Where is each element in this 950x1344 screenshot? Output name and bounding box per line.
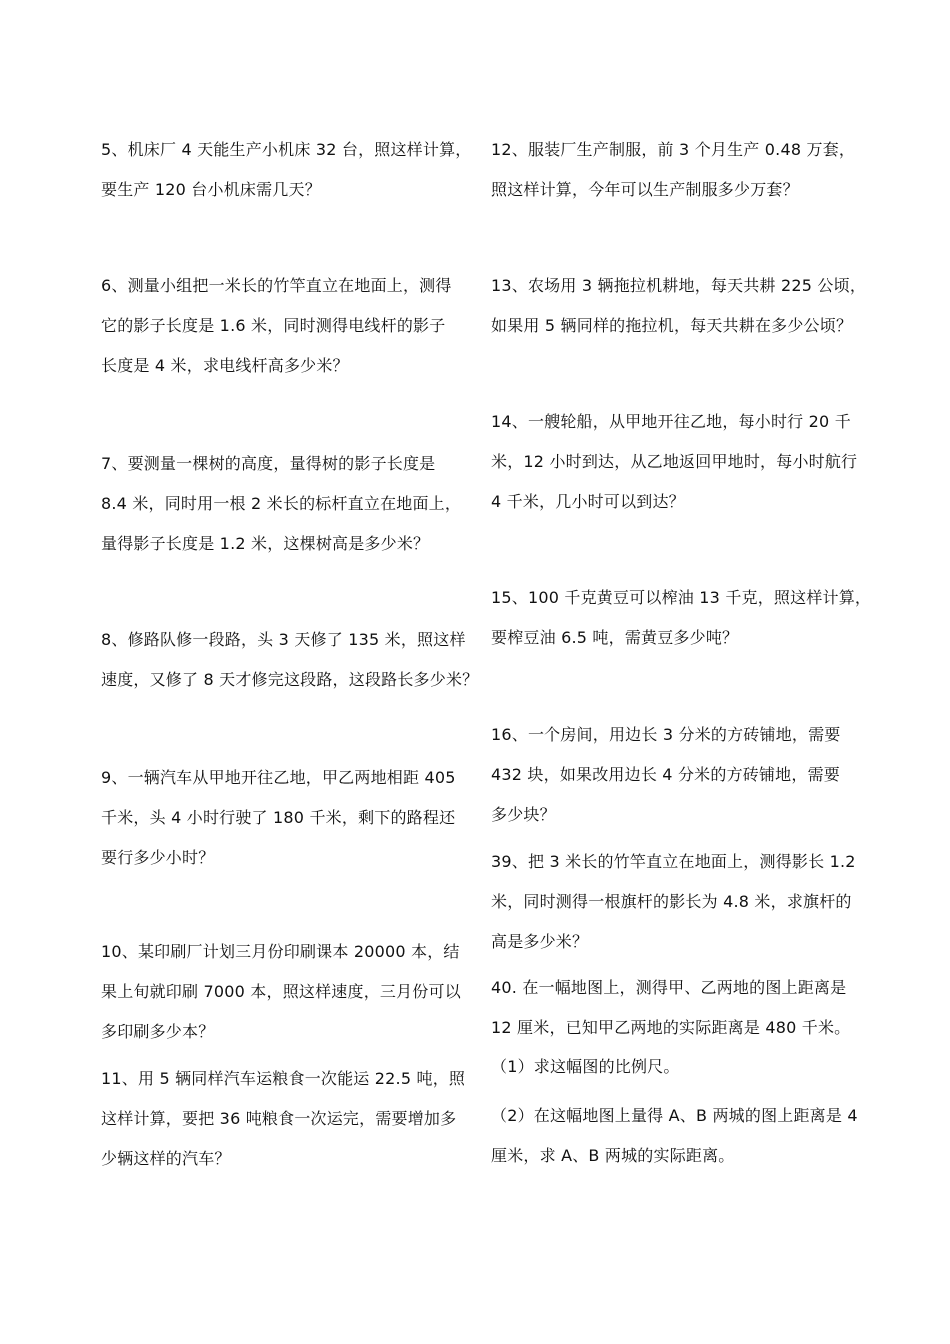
text-line: 照这样计算，今年可以生产制服多少万套？ — [491, 180, 799, 199]
text-line: 要生产 120 台小机床需几天？ — [101, 180, 321, 199]
text-line: 40. 在一幅地图上，测得甲、乙两地的图上距离是 — [491, 978, 847, 997]
text-line: 厘米，求 A、B 两城的实际距离。 — [491, 1146, 735, 1165]
text-line: 6、测量小组把一米长的竹竿直立在地面上，测得 — [101, 276, 452, 295]
text-line: 少辆这样的汽车？ — [101, 1149, 231, 1168]
text-line: 要行多少小时？ — [101, 848, 215, 867]
text-line: 米，同时测得一根旗杆的影长为 4.8 米，求旗杆的 — [491, 892, 852, 911]
text-line: 千米，头 4 小时行驶了 180 千米，剩下的路程还 — [101, 808, 456, 827]
text-line: 米，12 小时到达，从乙地返回甲地时，每小时航行 — [491, 452, 858, 471]
text-line: 13、农场用 3 辆拖拉机耕地，每天共耕 225 公顷， — [491, 276, 867, 295]
text-line: （1）求这幅图的比例尺。 — [491, 1057, 680, 1076]
text-line: 15、100 千克黄豆可以榨油 13 千克，照这样计算， — [491, 588, 872, 607]
text-line: 8、修路队修一段路，头 3 天修了 135 米，照这样 — [101, 630, 466, 649]
text-line: 11、用 5 辆同样汽车运粮食一次能运 22.5 吨，照 — [101, 1069, 466, 1088]
text-line: 高是多少米？ — [491, 932, 589, 951]
text-line: 8.4 米，同时用一根 2 米长的标杆直立在地面上， — [101, 494, 462, 513]
text-line: 要榨豆油 6.5 吨，需黄豆多少吨？ — [491, 628, 739, 647]
text-line: 12、服装厂生产制服，前 3 个月生产 0.48 万套， — [491, 140, 856, 159]
text-line: 7、要测量一棵树的高度，量得树的影子长度是 — [101, 454, 436, 473]
text-line: 16、一个房间，用边长 3 分米的方砖铺地，需要 — [491, 725, 841, 744]
text-line: （2）在这幅地图上量得 A、B 两城的图上距离是 4 — [491, 1106, 858, 1125]
text-line: 如果用 5 辆同样的拖拉机，每天共耕在多少公顷？ — [491, 316, 853, 335]
text-line: 4 千米，几小时可以到达？ — [491, 492, 685, 511]
text-line: 9、一辆汽车从甲地开往乙地，甲乙两地相距 405 — [101, 768, 456, 787]
text-line: 多印刷多少本？ — [101, 1022, 215, 1041]
text-line: 14、一艘轮船，从甲地开往乙地，每小时行 20 千 — [491, 412, 851, 431]
text-line: 果上旬就印刷 7000 本，照这样速度，三月份可以 — [101, 982, 461, 1001]
text-line: 长度是 4 米，求电线杆高多少米？ — [101, 356, 349, 375]
text-line: 量得影子长度是 1.2 米，这棵树高是多少米？ — [101, 534, 430, 553]
text-line: 速度，又修了 8 天才修完这段路，这段路长多少米？ — [101, 670, 479, 689]
text-line: 它的影子长度是 1.6 米，同时测得电线杆的影子 — [101, 316, 446, 335]
text-line: 12 厘米，已知甲乙两地的实际距离是 480 千米。 — [491, 1018, 851, 1037]
text-line: 5、机床厂 4 天能生产小机床 32 台，照这样计算， — [101, 140, 472, 159]
text-line: 这样计算，要把 36 吨粮食一次运完，需要增加多 — [101, 1109, 457, 1128]
text-line: 432 块，如果改用边长 4 分米的方砖铺地，需要 — [491, 765, 840, 784]
text-line: 10、某印刷厂计划三月份印刷课本 20000 本，结 — [101, 942, 460, 961]
text-line: 多少块？ — [491, 805, 556, 824]
text-line: 39、把 3 米长的竹竿直立在地面上，测得影长 1.2 — [491, 852, 856, 871]
